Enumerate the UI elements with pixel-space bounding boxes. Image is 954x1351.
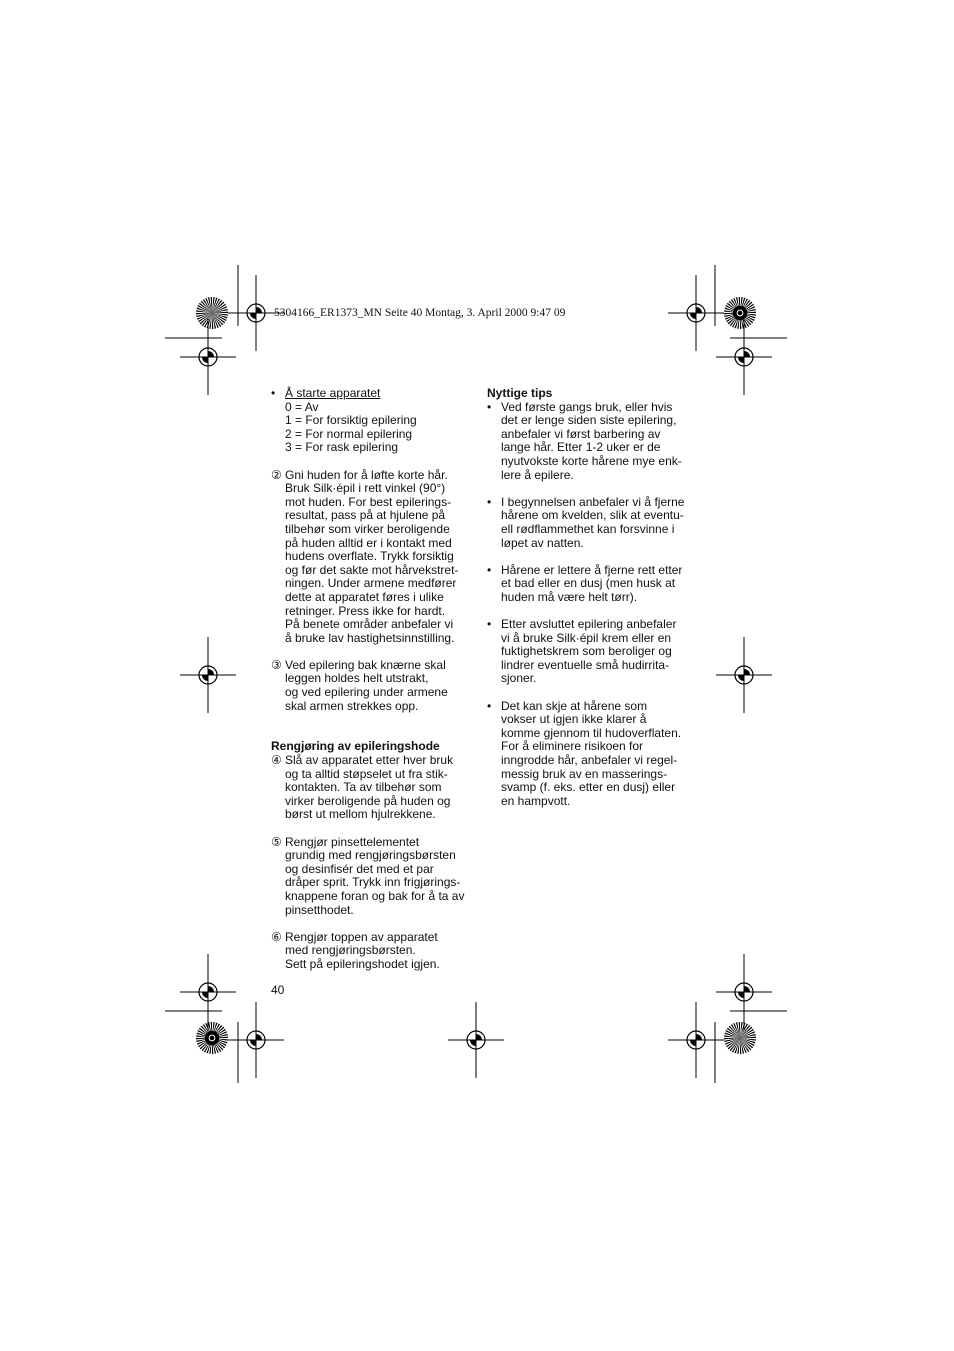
- text-line: og desinfisér det med et par: [285, 861, 434, 876]
- text-line: leggen holdes helt utstrakt,: [285, 671, 429, 686]
- setting-line: 3 = For rask epilering: [285, 440, 399, 455]
- bullet-marker: •: [487, 562, 492, 577]
- setting-line: 1 = For forsiktig epilering: [285, 413, 417, 428]
- text-line: og ta alltid støpselet ut fra stik-: [285, 766, 448, 781]
- text-line: hudens overflate. Trykk forsiktig: [285, 549, 454, 564]
- registration-target-icon: [202, 351, 214, 363]
- text-line: og ved epilering under armene: [285, 685, 448, 700]
- step-number-5: ⑤: [271, 834, 282, 849]
- text-line: På benete områder anbefaler vi: [285, 617, 454, 632]
- tip-item: [487, 700, 697, 809]
- text-line: resultat, pass på at hjulene på: [285, 508, 446, 523]
- starburst-registration-icon: [196, 297, 228, 329]
- text-line: sjoner.: [501, 671, 537, 686]
- bullet-marker: •: [487, 617, 492, 632]
- text-line: tilbehør som virker beroligende: [285, 521, 450, 536]
- right-column: [487, 387, 697, 808]
- step-5: [271, 836, 471, 918]
- text-line: Sett på epileringshodet igjen.: [285, 956, 440, 971]
- text-line: løpet av natten.: [501, 535, 584, 550]
- start-device-item: [271, 387, 471, 455]
- registration-target-icon: [690, 1034, 702, 1046]
- text-line: For å eliminere risikoen for: [501, 739, 644, 754]
- bullet-marker: •: [487, 399, 492, 414]
- text-line: dette at apparatet føres i ulike: [285, 589, 444, 604]
- tips-heading: Nyttige tips: [487, 386, 553, 400]
- tip-item: [487, 401, 697, 483]
- text-line: lindrer eventuelle små hudirrita-: [501, 657, 670, 672]
- text-line: et bad eller en dusj (men husk at: [501, 576, 676, 591]
- start-device-title: Å starte apparatet: [285, 386, 381, 400]
- text-line: vokser ut igjen ikke klarer å: [501, 712, 647, 727]
- starburst-registration-icon: [724, 1022, 756, 1054]
- text-line: pinsetthodet.: [285, 902, 354, 917]
- starburst-registration-icon: [724, 297, 756, 329]
- text-line: Ved første gangs bruk, eller hvis: [501, 399, 673, 414]
- setting-line: 0 = Av: [285, 399, 319, 414]
- registration-target-icon: [202, 986, 214, 998]
- text-line: lange hår. Etter 1-2 uker er de: [501, 440, 661, 455]
- registration-target-icon: [738, 669, 750, 681]
- text-line: anbefaler vi først barbering av: [501, 426, 661, 441]
- text-line: nyutvokste korte hårene mye enk-: [501, 453, 682, 468]
- starburst-registration-icon: [196, 1022, 228, 1054]
- step-number-4: ④: [271, 753, 282, 768]
- text-line: komme gjennom til hudoverflaten.: [501, 725, 682, 740]
- text-line: svamp (f. eks. etter en dusj) eller: [501, 780, 676, 795]
- text-line: Det kan skje at hårene som: [501, 698, 648, 713]
- tip-item: [487, 564, 697, 605]
- text-line: Slå av apparatet etter hver bruk: [285, 753, 454, 768]
- text-line: knappene foran og bak for å ta av: [285, 888, 465, 903]
- text-line: vi å bruke Silk·épil krem eller en: [501, 630, 672, 645]
- text-line: Hårene er lettere å fjerne rett etter: [501, 562, 683, 577]
- text-line: en hampvott.: [501, 793, 571, 808]
- text-line: Gni huden for å løfte korte hår.: [285, 467, 448, 482]
- registration-target-icon: [250, 1034, 262, 1046]
- text-line: I begynnelsen anbefaler vi å fjerne: [501, 494, 685, 509]
- step-number-2: ②: [271, 467, 282, 482]
- text-line: skal armen strekkes opp.: [285, 698, 419, 713]
- registration-target-icon: [202, 669, 214, 681]
- tip-item: [487, 496, 697, 550]
- page-number: 40: [271, 983, 285, 997]
- text-line: Etter avsluttet epilering anbefaler: [501, 617, 677, 632]
- bullet-marker: •: [271, 386, 276, 400]
- text-line: på huden alltid er i kontakt med: [285, 535, 452, 550]
- bullet-marker: •: [487, 494, 492, 509]
- text-line: med rengjøringsbørsten.: [285, 943, 416, 958]
- text-line: huden må være helt tørr).: [501, 589, 638, 604]
- text-line: hårene om kvelden, slik at eventu-: [501, 508, 684, 523]
- registration-target-icon: [738, 351, 750, 363]
- text-line: dråper sprit. Trykk inn frigjørings-: [285, 875, 461, 890]
- text-line: fuktighetskrem som beroliger og: [501, 644, 672, 659]
- registration-target-icon: [250, 307, 262, 319]
- text-line: lere å epilere.: [501, 467, 574, 482]
- step-number-6: ⑥: [271, 929, 282, 944]
- text-line: å bruke lav hastighetsinnstilling.: [285, 630, 455, 645]
- text-line: det er lenge siden siste epilering,: [501, 413, 677, 428]
- cleaning-heading: Rengjøring av epileringshode: [271, 739, 440, 754]
- text-line: kontakten. Ta av tilbehør som: [285, 780, 442, 795]
- tip-item: [487, 618, 697, 686]
- step-number-3: ③: [271, 657, 282, 672]
- text-line: mot huden. For best epilerings-: [285, 494, 452, 509]
- step-4: [271, 754, 471, 822]
- registration-target-icon: [690, 307, 702, 319]
- step-3: [271, 659, 471, 713]
- text-line: Rengjør pinsettelementet: [285, 834, 420, 849]
- text-line: retninger. Press ikke for hardt.: [285, 603, 446, 618]
- text-line: virker beroligende på huden og: [285, 793, 451, 808]
- bullet-marker: •: [487, 698, 492, 713]
- registration-target-icon: [470, 1034, 482, 1046]
- text-line: grundig med rengjøringsbørsten: [285, 848, 456, 863]
- text-line: messig bruk av en masserings-: [501, 766, 668, 781]
- text-line: børst ut mellom hjulrekkene.: [285, 807, 436, 822]
- text-line: Ved epilering bak knærne skal: [285, 657, 446, 672]
- text-line: Bruk Silk·épil i rett vinkel (90°): [285, 481, 446, 496]
- text-line: og før det sakte mot hårvekstret-: [285, 562, 459, 577]
- registration-target-icon: [738, 986, 750, 998]
- step-2: [271, 469, 471, 646]
- left-column: [271, 387, 471, 972]
- step-6: [271, 931, 471, 972]
- setting-line: 2 = For normal epilering: [285, 426, 413, 441]
- text-line: ell rødflammethet kan forsvinne i: [501, 521, 675, 536]
- print-slug-header: 5304166_ER1373_MN Seite 40 Montag, 3. April 2000 9:47 09: [274, 307, 566, 319]
- text-line: inngrodde hår, anbefaler vi regel-: [501, 753, 678, 768]
- text-line: ningen. Under armene medfører: [285, 576, 457, 591]
- text-line: Rengjør toppen av apparatet: [285, 929, 438, 944]
